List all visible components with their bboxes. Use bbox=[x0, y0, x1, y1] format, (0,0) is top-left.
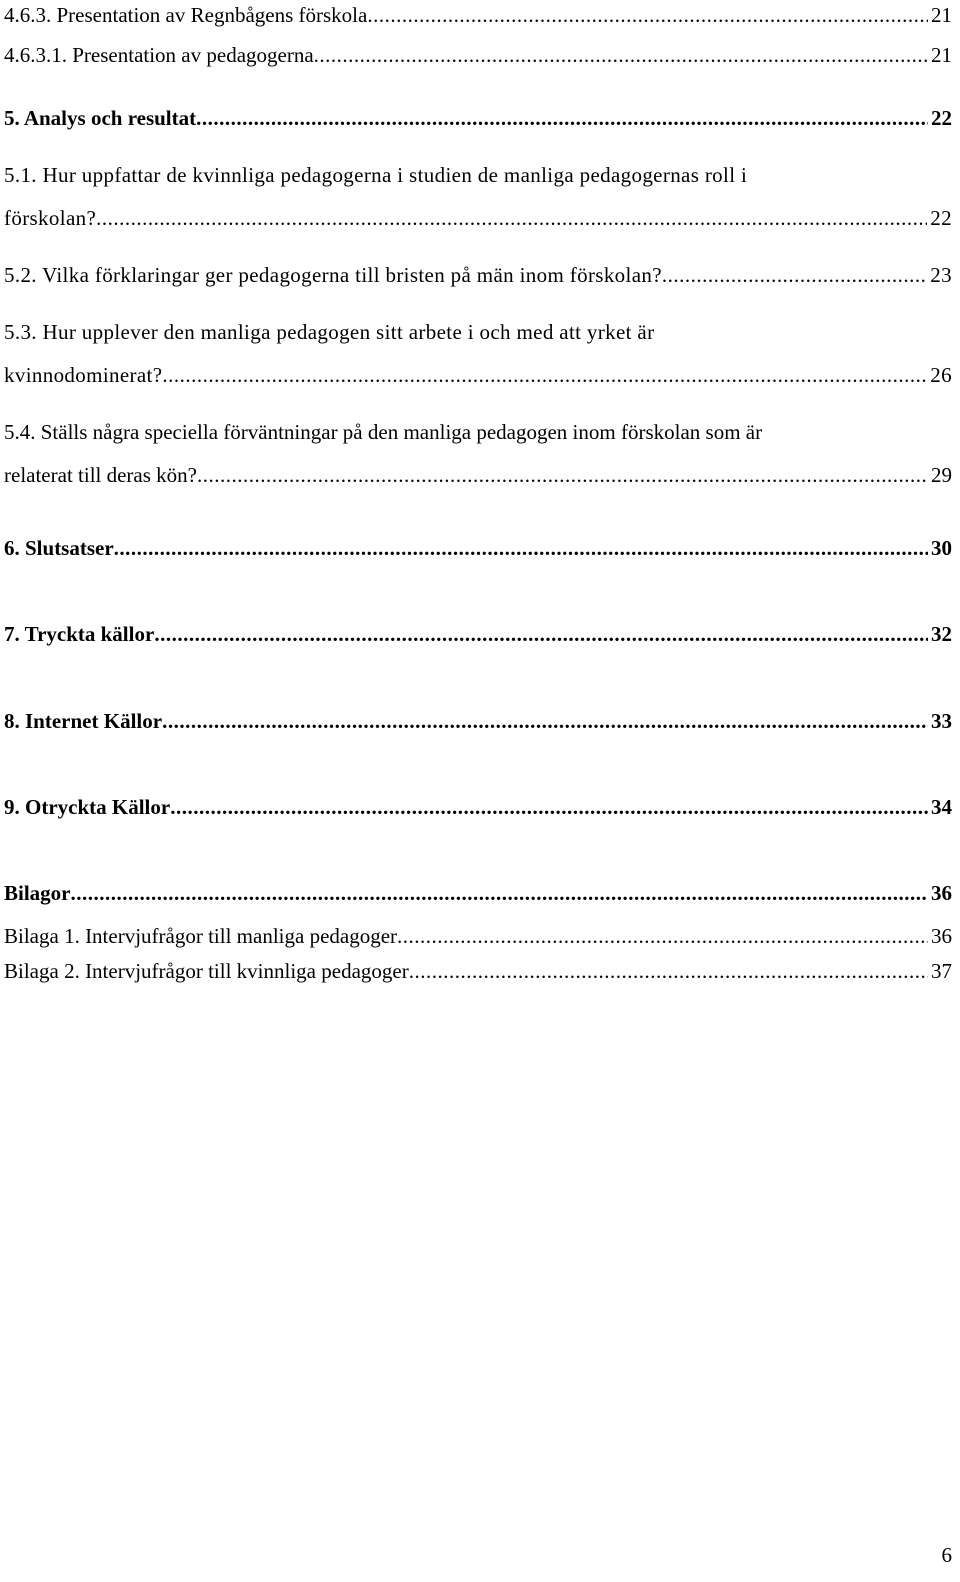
toc-entry-title: 5.4. Ställs några speciella förväntningar på den manliga pedagogen inom förskolan som är bbox=[4, 420, 763, 444]
toc-entry-title: 7. Tryckta källor bbox=[4, 622, 155, 646]
dot-leader bbox=[196, 103, 928, 133]
toc-entry-page: 36 bbox=[931, 924, 952, 948]
toc-entry bbox=[4, 203, 952, 233]
toc-entry bbox=[4, 619, 952, 649]
toc-entry-page: 22 bbox=[931, 106, 952, 130]
toc-entry-title-continued: förskolan? bbox=[4, 206, 97, 230]
toc-entry-page: 37 bbox=[931, 959, 952, 983]
toc-entry bbox=[4, 0, 952, 30]
toc-entry bbox=[4, 40, 952, 70]
page-number: 6 bbox=[941, 1543, 952, 1567]
dot-leader bbox=[170, 792, 928, 822]
toc-entry-title: 4.6.3. Presentation av Regnbågens förskola bbox=[4, 3, 368, 27]
toc-entry-title: 5. Analys och resultat bbox=[4, 106, 197, 130]
dot-leader bbox=[71, 878, 929, 908]
toc-entry-title: Bilagor bbox=[4, 881, 71, 905]
toc-entry-line bbox=[4, 317, 952, 347]
toc-entry-title: 5.1. Hur uppfattar de kvinnliga pedagogerna i studien de manliga pedagogernas roll i bbox=[4, 163, 748, 187]
toc-entry-line bbox=[4, 160, 952, 190]
toc-entry-page: 21 bbox=[931, 43, 952, 67]
dot-leader bbox=[162, 360, 927, 390]
toc-entry-title: Bilaga 1. Intervjufrågor till manliga pedagoger bbox=[4, 924, 398, 948]
toc-entry bbox=[4, 706, 952, 736]
toc-entry bbox=[4, 921, 952, 951]
toc-entry bbox=[4, 360, 952, 390]
toc-entry-page: 32 bbox=[931, 622, 952, 646]
toc-entry-page: 29 bbox=[931, 463, 952, 487]
dot-leader bbox=[662, 260, 927, 290]
toc-entry-title: 5.2. Vilka förklaringar ger pedagogerna till bristen på män inom förskolan? bbox=[4, 263, 662, 287]
toc-entry-line bbox=[4, 417, 952, 447]
toc-entry-title-continued: relaterat till deras kön? bbox=[4, 463, 197, 487]
toc-entry-title: 5.3. Hur upplever den manliga pedagogen sitt arbete i och med att yrket är bbox=[4, 320, 655, 344]
dot-leader bbox=[114, 533, 928, 563]
toc-entry-page: 34 bbox=[931, 795, 952, 819]
toc-entry-page: 23 bbox=[930, 263, 952, 287]
dot-leader bbox=[409, 956, 928, 986]
toc-entry-title: 9. Otryckta Källor bbox=[4, 795, 171, 819]
dot-leader bbox=[397, 921, 928, 951]
toc-entry bbox=[4, 533, 952, 563]
dot-leader bbox=[96, 203, 927, 233]
toc-entry-page: 21 bbox=[931, 3, 952, 27]
toc-entry-title: 4.6.3.1. Presentation av pedagogerna bbox=[4, 43, 314, 67]
toc-entry-title-continued: kvinnodominerat? bbox=[4, 363, 163, 387]
toc-entry-title: 6. Slutsatser bbox=[4, 536, 114, 560]
toc-entry-page: 36 bbox=[931, 881, 952, 905]
dot-leader bbox=[154, 619, 928, 649]
toc-entry bbox=[4, 878, 952, 908]
toc-entry bbox=[4, 792, 952, 822]
toc-entry-page: 30 bbox=[931, 536, 952, 560]
toc-entry-title: Bilaga 2. Intervjufrågor till kvinnliga pedagoger bbox=[4, 959, 409, 983]
dot-leader bbox=[162, 706, 928, 736]
dot-leader bbox=[197, 460, 928, 490]
dot-leader bbox=[367, 0, 928, 30]
toc-entry-title: 8. Internet Källor bbox=[4, 709, 163, 733]
toc-entry-page: 22 bbox=[930, 206, 952, 230]
toc-entry bbox=[4, 103, 952, 133]
toc-entry bbox=[4, 260, 952, 290]
dot-leader bbox=[314, 40, 928, 70]
toc-entry bbox=[4, 956, 952, 986]
toc-entry-page: 26 bbox=[930, 363, 952, 387]
toc-entry-page: 33 bbox=[931, 709, 952, 733]
toc-entry bbox=[4, 460, 952, 490]
